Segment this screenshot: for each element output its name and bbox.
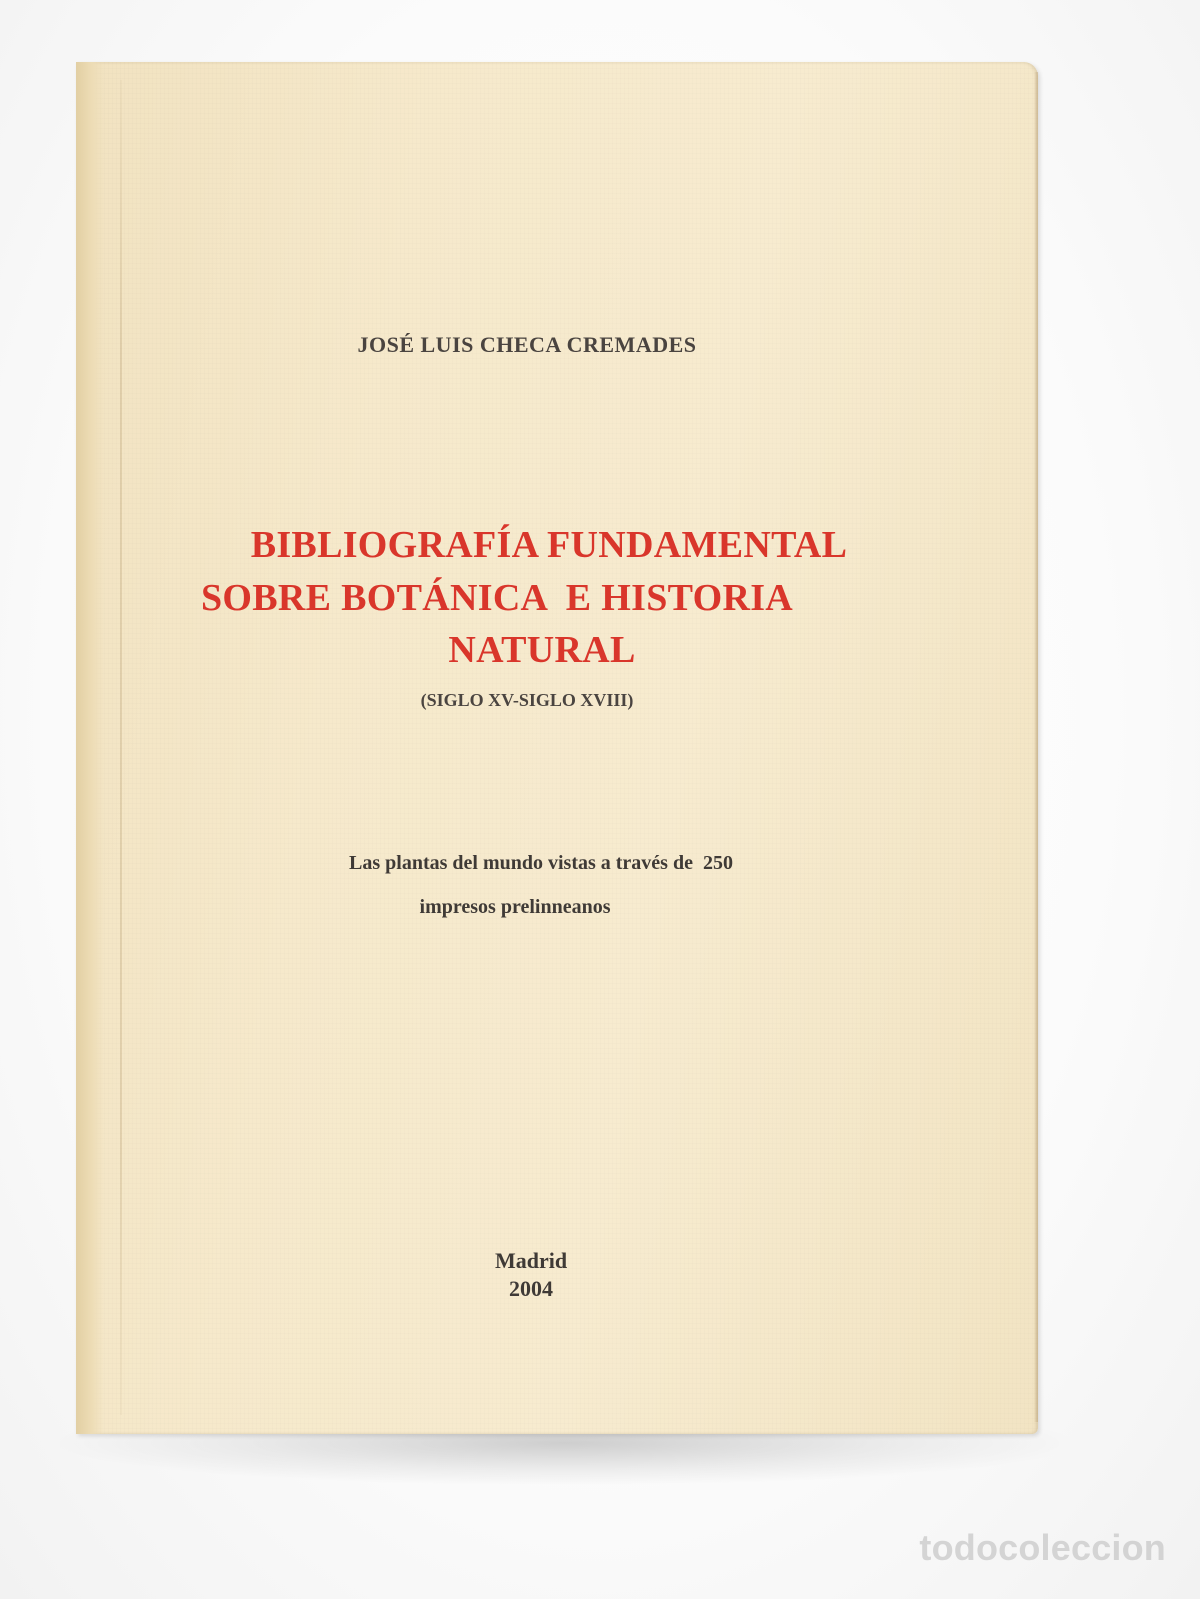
subtitle-line-1: Las plantas del mundo vistas a través de 250 — [349, 852, 733, 874]
book-cover — [76, 62, 1038, 1434]
publication-place: Madrid — [494, 1248, 568, 1273]
cover-hinge-line — [120, 80, 122, 1415]
book-shadow — [60, 1425, 1070, 1485]
cover-edge — [1034, 72, 1038, 1422]
title-line-2: SOBRE BOTÁNICA E HISTORIA — [200, 577, 794, 619]
period-subtitle: (SIGLO XV-SIGLO XVIII) — [420, 690, 634, 710]
spine-shade — [76, 62, 104, 1434]
watermark-logo: todocoleccion — [919, 1527, 1166, 1568]
title-line-1: BIBLIOGRAFÍA FUNDAMENTAL — [250, 524, 848, 566]
publication-year: 2004 — [509, 1276, 553, 1301]
author-name: JOSÉ LUIS CHECA CREMADES — [357, 332, 697, 357]
subtitle-line-2: impresos prelinneanos — [419, 896, 611, 918]
title-line-3: NATURAL — [448, 629, 636, 671]
